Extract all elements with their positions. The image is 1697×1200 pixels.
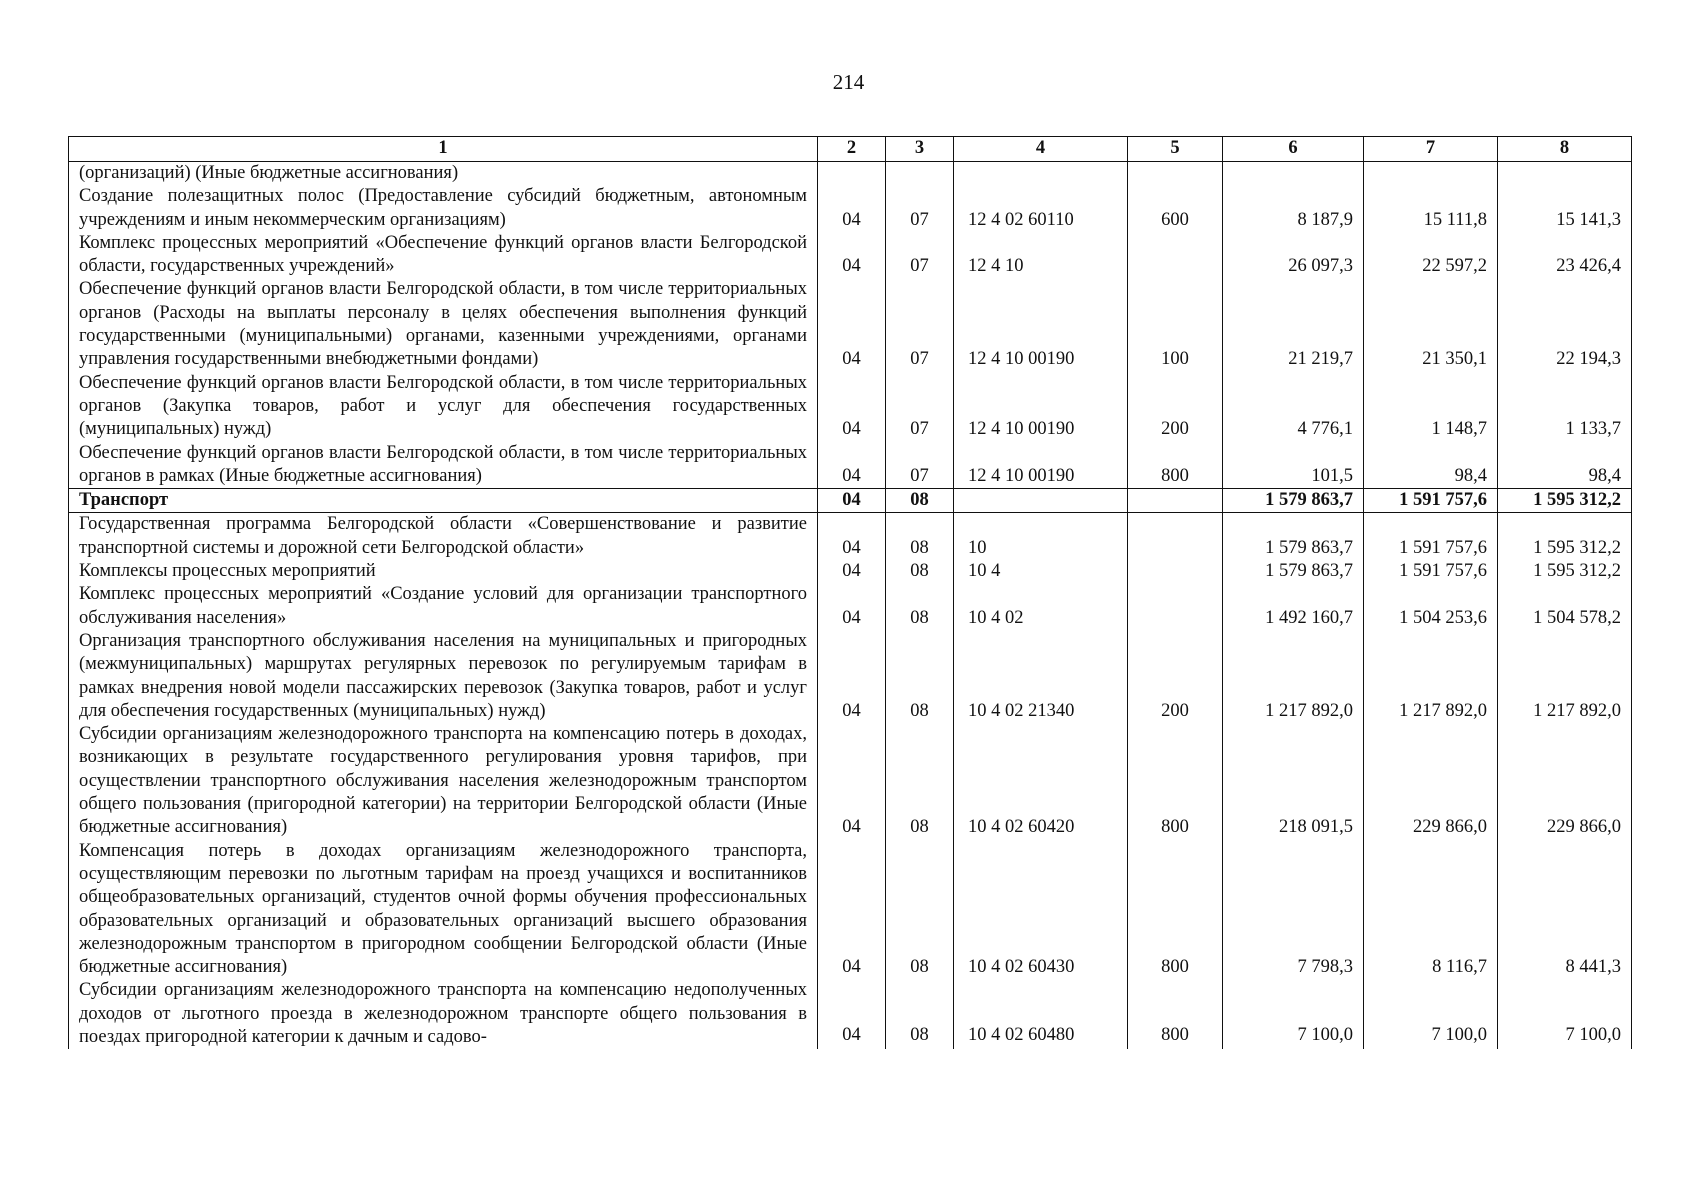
subsection-code: 08 xyxy=(886,583,954,630)
amount-col-7 xyxy=(1364,162,1498,186)
amount-col-7: 98,4 xyxy=(1364,442,1498,489)
target-article-code xyxy=(954,489,1128,513)
column-header: 5 xyxy=(1128,137,1223,162)
amount-col-6: 101,5 xyxy=(1223,442,1364,489)
target-article-code: 12 4 10 xyxy=(954,232,1128,279)
row-description: Комплекс процессных мероприятий «Создание условий для организации транспортного обслуживания населения» xyxy=(69,583,818,630)
subsection-code: 08 xyxy=(886,840,954,980)
subsection-code: 07 xyxy=(886,232,954,279)
amount-col-6: 1 579 863,7 xyxy=(1223,560,1364,583)
amount-col-8: 1 595 312,2 xyxy=(1498,489,1632,513)
amount-col-7: 1 591 757,6 xyxy=(1364,560,1498,583)
amount-col-8: 15 141,3 xyxy=(1498,185,1632,232)
amount-col-6: 7 100,0 xyxy=(1223,979,1364,1049)
column-header: 7 xyxy=(1364,137,1498,162)
page-number: 214 xyxy=(832,70,865,94)
target-article-code: 12 4 10 00190 xyxy=(954,278,1128,371)
section-code: 04 xyxy=(818,630,886,723)
amount-col-8: 8 441,3 xyxy=(1498,840,1632,980)
amount-col-8 xyxy=(1498,162,1632,186)
amount-col-8: 1 595 312,2 xyxy=(1498,513,1632,560)
amount-col-8: 7 100,0 xyxy=(1498,979,1632,1049)
column-header: 1 xyxy=(69,137,818,162)
amount-col-8: 1 133,7 xyxy=(1498,372,1632,442)
row-description: (организаций) (Иные бюджетные ассигнования) xyxy=(69,162,818,186)
amount-col-8: 22 194,3 xyxy=(1498,278,1632,371)
table-row xyxy=(69,232,1632,279)
amount-col-8: 23 426,4 xyxy=(1498,232,1632,279)
row-description: Субсидии организациям железнодорожного транспорта на компенсацию потерь в доходах, возникающих в результате государственного регулирования уровня тарифов, при осуществлении транспортного обслуживания населения железнодорожным транспортом общего пользования (пригородной категории) на территории Белгородской области (Иные бюджетные ассигнования) xyxy=(69,723,818,839)
row-description: Транспорт xyxy=(69,489,818,513)
amount-col-6: 1 579 863,7 xyxy=(1223,513,1364,560)
target-article-code: 10 4 02 21340 xyxy=(954,630,1128,723)
expense-type-code xyxy=(1128,513,1223,560)
expense-type-code xyxy=(1128,232,1223,279)
budget-table xyxy=(68,136,1632,1049)
section-code: 04 xyxy=(818,979,886,1049)
table-row xyxy=(69,185,1632,232)
section-code xyxy=(818,162,886,186)
amount-col-6: 7 798,3 xyxy=(1223,840,1364,980)
section-code: 04 xyxy=(818,840,886,980)
table-row xyxy=(69,560,1632,583)
expense-type-code: 600 xyxy=(1128,185,1223,232)
column-header: 2 xyxy=(818,137,886,162)
column-header: 3 xyxy=(886,137,954,162)
table-row xyxy=(69,583,1632,630)
amount-col-7: 1 217 892,0 xyxy=(1364,630,1498,723)
column-header: 6 xyxy=(1223,137,1364,162)
expense-type-code xyxy=(1128,560,1223,583)
column-header: 8 xyxy=(1498,137,1632,162)
expense-type-code: 800 xyxy=(1128,840,1223,980)
table-row xyxy=(69,372,1632,442)
amount-col-6: 26 097,3 xyxy=(1223,232,1364,279)
target-article-code: 10 4 xyxy=(954,560,1128,583)
expense-type-code: 100 xyxy=(1128,278,1223,371)
subsection-code: 08 xyxy=(886,979,954,1049)
section-code: 04 xyxy=(818,278,886,371)
target-article-code: 12 4 10 00190 xyxy=(954,372,1128,442)
section-code: 04 xyxy=(818,723,886,839)
row-description: Обеспечение функций органов власти Белгородской области, в том числе территориальных органов (Расходы на выплаты персоналу в целях обеспечения выполнения функций государственными (муниципальными) органами, казенными учреждениями, органами управления государственными внебюджетными фондами) xyxy=(69,278,818,371)
section-code: 04 xyxy=(818,372,886,442)
expense-type-code: 200 xyxy=(1128,630,1223,723)
section-code: 04 xyxy=(818,442,886,489)
table-row xyxy=(69,723,1632,839)
expense-type-code: 800 xyxy=(1128,723,1223,839)
amount-col-7: 1 148,7 xyxy=(1364,372,1498,442)
amount-col-7: 229 866,0 xyxy=(1364,723,1498,839)
target-article-code: 12 4 10 00190 xyxy=(954,442,1128,489)
amount-col-8: 1 217 892,0 xyxy=(1498,630,1632,723)
subsection-code: 08 xyxy=(886,560,954,583)
subsection-code: 07 xyxy=(886,372,954,442)
amount-col-6: 8 187,9 xyxy=(1223,185,1364,232)
target-article-code: 12 4 02 60110 xyxy=(954,185,1128,232)
section-code: 04 xyxy=(818,583,886,630)
expense-type-code: 200 xyxy=(1128,372,1223,442)
table-header-row xyxy=(69,137,1632,162)
table-row xyxy=(69,979,1632,1049)
amount-col-7: 1 504 253,6 xyxy=(1364,583,1498,630)
section-total-row xyxy=(69,489,1632,513)
amount-col-6: 218 091,5 xyxy=(1223,723,1364,839)
amount-col-6: 1 217 892,0 xyxy=(1223,630,1364,723)
amount-col-6 xyxy=(1223,162,1364,186)
amount-col-6: 4 776,1 xyxy=(1223,372,1364,442)
expense-type-code: 800 xyxy=(1128,442,1223,489)
row-description: Государственная программа Белгородской области «Совершенствование и развитие транспортной системы и дорожной сети Белгородской области» xyxy=(69,513,818,560)
row-description: Обеспечение функций органов власти Белгородской области, в том числе территориальных органов (Закупка товаров, работ и услуг для обеспечения государственных (муниципальных) нужд) xyxy=(69,372,818,442)
row-description: Создание полезащитных полос (Предоставление субсидий бюджетным, автономным учреждениям и иным некоммерческим организациям) xyxy=(69,185,818,232)
amount-col-7: 22 597,2 xyxy=(1364,232,1498,279)
subsection-code: 07 xyxy=(886,442,954,489)
subsection-code: 07 xyxy=(886,278,954,371)
target-article-code: 10 4 02 xyxy=(954,583,1128,630)
subsection-code xyxy=(886,162,954,186)
row-description: Организация транспортного обслуживания населения на муниципальных и пригородных (межмуниципальных) маршрутах регулярных перевозок по регулируемым тарифам в рамках внедрения новой модели пассажирских перевозок (Закупка товаров, работ и услуг для обеспечения государственных (муниципальных) нужд) xyxy=(69,630,818,723)
amount-col-7: 8 116,7 xyxy=(1364,840,1498,980)
amount-col-8: 229 866,0 xyxy=(1498,723,1632,839)
section-code: 04 xyxy=(818,489,886,513)
row-description: Компенсация потерь в доходах организациям железнодорожного транспорта, осуществляющим перевозки по льготным тарифам на проезд учащихся и воспитанников общеобразовательных организаций, студентов очной формы обучения профессиональных образовательных организаций и образовательных организаций высшего образования железнодорожным транспортом в пригородном сообщении Белгородской области (Иные бюджетные ассигнования) xyxy=(69,840,818,980)
amount-col-6: 1 579 863,7 xyxy=(1223,489,1364,513)
target-article-code: 10 xyxy=(954,513,1128,560)
amount-col-7: 1 591 757,6 xyxy=(1364,513,1498,560)
row-description: Обеспечение функций органов власти Белгородской области, в том числе территориальных органов в рамках (Иные бюджетные ассигнования) xyxy=(69,442,818,489)
table-row xyxy=(69,278,1632,371)
target-article-code: 10 4 02 60430 xyxy=(954,840,1128,980)
table-row xyxy=(69,162,1632,186)
amount-col-8: 1 595 312,2 xyxy=(1498,560,1632,583)
expense-type-code: 800 xyxy=(1128,979,1223,1049)
target-article-code xyxy=(954,162,1128,186)
table-row xyxy=(69,840,1632,980)
amount-col-8: 1 504 578,2 xyxy=(1498,583,1632,630)
amount-col-7: 7 100,0 xyxy=(1364,979,1498,1049)
section-code: 04 xyxy=(818,560,886,583)
expense-type-code xyxy=(1128,583,1223,630)
column-header: 4 xyxy=(954,137,1128,162)
subsection-code: 08 xyxy=(886,630,954,723)
section-code: 04 xyxy=(818,232,886,279)
subsection-code: 08 xyxy=(886,723,954,839)
target-article-code: 10 4 02 60480 xyxy=(954,979,1128,1049)
table-row xyxy=(69,442,1632,489)
section-code: 04 xyxy=(818,513,886,560)
row-description: Комплекс процессных мероприятий «Обеспечение функций органов власти Белгородской области, государственных учреждений» xyxy=(69,232,818,279)
amount-col-6: 1 492 160,7 xyxy=(1223,583,1364,630)
table-row xyxy=(69,630,1632,723)
section-code: 04 xyxy=(818,185,886,232)
amount-col-6: 21 219,7 xyxy=(1223,278,1364,371)
amount-col-7: 21 350,1 xyxy=(1364,278,1498,371)
amount-col-7: 1 591 757,6 xyxy=(1364,489,1498,513)
amount-col-8: 98,4 xyxy=(1498,442,1632,489)
target-article-code: 10 4 02 60420 xyxy=(954,723,1128,839)
amount-col-7: 15 111,8 xyxy=(1364,185,1498,232)
row-description: Комплексы процессных мероприятий xyxy=(69,560,818,583)
expense-type-code xyxy=(1128,162,1223,186)
subsection-code: 07 xyxy=(886,185,954,232)
row-description: Субсидии организациям железнодорожного транспорта на компенсацию недополученных доходов от льготного проезда в железнодорожном транспорте общего пользования в поездах пригородной категории к дачным и садово- xyxy=(69,979,818,1049)
subsection-code: 08 xyxy=(886,489,954,513)
expense-type-code xyxy=(1128,489,1223,513)
subsection-code: 08 xyxy=(886,513,954,560)
table-row xyxy=(69,513,1632,560)
